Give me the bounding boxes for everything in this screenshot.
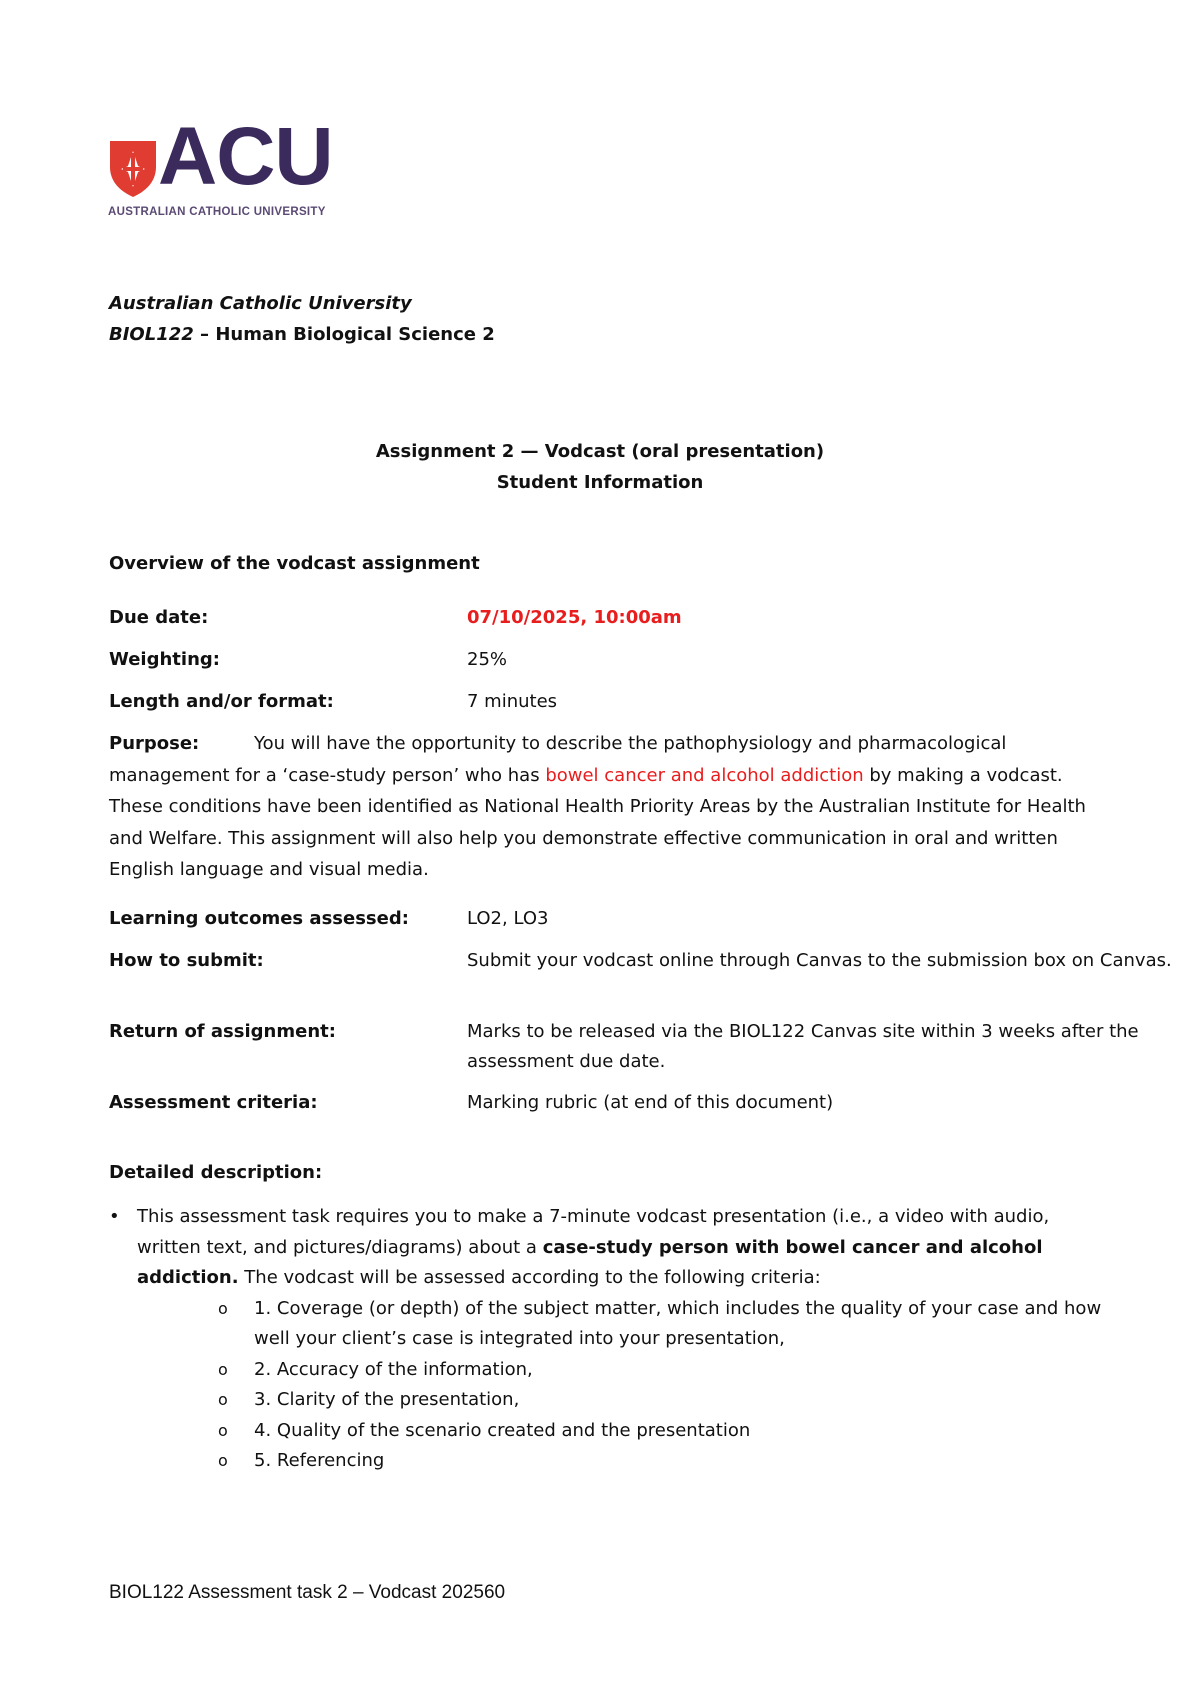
student-information-title: Student Information — [496, 472, 704, 493]
course-name: Human Biological Science 2 — [215, 324, 495, 345]
circle-bullet-icon: o — [218, 1451, 228, 1470]
circle-bullet-icon: o — [218, 1420, 228, 1440]
purpose-paragraph — [109, 728, 1109, 886]
page-footer: BIOL122 Assessment task 2 – Vodcast 202560 — [109, 1582, 506, 1603]
learning-outcomes-label: Learning outcomes assessed: — [109, 908, 409, 929]
purpose-text-end: by making a vodcast. These conditions have been identified as National Health Priority Areas by the Australian Institute for Health and Welfare. This assignment will also help you demonstrate effective communication in oral and written English language and visual media. — [109, 764, 1086, 880]
how-to-submit-value: Submit your vodcast online through Canvas to the submission box on Canvas. — [467, 950, 1172, 971]
circle-bullet-icon: o — [218, 1298, 228, 1318]
length-value: 7 minutes — [467, 691, 558, 712]
criteria-item-2: o 2. Accuracy of the information, — [109, 1355, 1109, 1386]
how-to-submit-label: How to submit: — [109, 950, 264, 971]
due-date-label: Due date: — [109, 607, 209, 628]
purpose-label: Purpose: — [109, 733, 200, 754]
criteria-item-3: o 3. Clarity of the presentation, — [109, 1385, 1109, 1416]
return-value: Marks to be released via the BIOL122 Canvas site within 3 weeks after the assessment due date. — [467, 1021, 1139, 1072]
learning-outcomes-value: LO2, LO3 — [467, 908, 549, 929]
length-label: Length and/or format: — [109, 691, 334, 712]
detailed-description-heading: Detailed description: — [109, 1162, 323, 1183]
assignment-title: Assignment 2 — Vodcast (oral presentation) — [375, 441, 825, 462]
logo-subtitle: AUSTRALIAN CATHOLIC UNIVERSITY — [108, 206, 326, 218]
assessment-criteria-value: Marking rubric (at end of this document) — [467, 1092, 834, 1113]
weighting-value: 25% — [467, 649, 508, 670]
logo-wordmark: ACU — [158, 111, 333, 202]
purpose-highlight: bowel cancer and alcohol addiction — [545, 764, 864, 786]
criteria-item-4: o 4. Quality of the scenario created and the presentation — [109, 1416, 1109, 1447]
purpose-text: You will have the opportunity to describe the pathophysiology and pharmacological management for a ‘case-study person’ who has — [109, 733, 1007, 786]
assessment-criteria-label: Assessment criteria: — [109, 1092, 318, 1113]
detailed-description — [109, 1202, 1109, 1477]
criteria-item-1: o 1. Coverage (or depth) of the subject matter, which includes the quality of your case and how well your client’s case is integrated into your presentation, — [109, 1294, 1109, 1355]
circle-bullet-icon: o — [218, 1359, 228, 1379]
weighting-label: Weighting: — [109, 649, 220, 670]
course-code: BIOL122 — [109, 324, 194, 345]
circle-bullet-icon: o — [218, 1390, 228, 1409]
case-study-emphasis: case-study person with bowel cancer and alcohol addiction. — [137, 1236, 1043, 1288]
shield-icon — [108, 139, 158, 199]
university-name: Australian Catholic University — [109, 293, 412, 314]
criteria-item-5: o 5. Referencing — [109, 1446, 1109, 1477]
due-date-value: 07/10/2025, 10:00am — [467, 607, 682, 628]
overview-heading: Overview of the vodcast assignment — [109, 553, 480, 574]
return-label: Return of assignment: — [109, 1021, 336, 1042]
list-item: • This assessment task requires you to make a 7-minute vodcast presentation (i.e., a video with audio, written text, and pictures/diagrams) about a case-study person with bowel cancer and alcohol addiction. The vodcast will be assessed according to the following criteria: — [109, 1202, 1109, 1294]
acu-logo — [108, 111, 348, 224]
course-title: BIOL122 – Human Biological Science 2 — [109, 324, 495, 345]
